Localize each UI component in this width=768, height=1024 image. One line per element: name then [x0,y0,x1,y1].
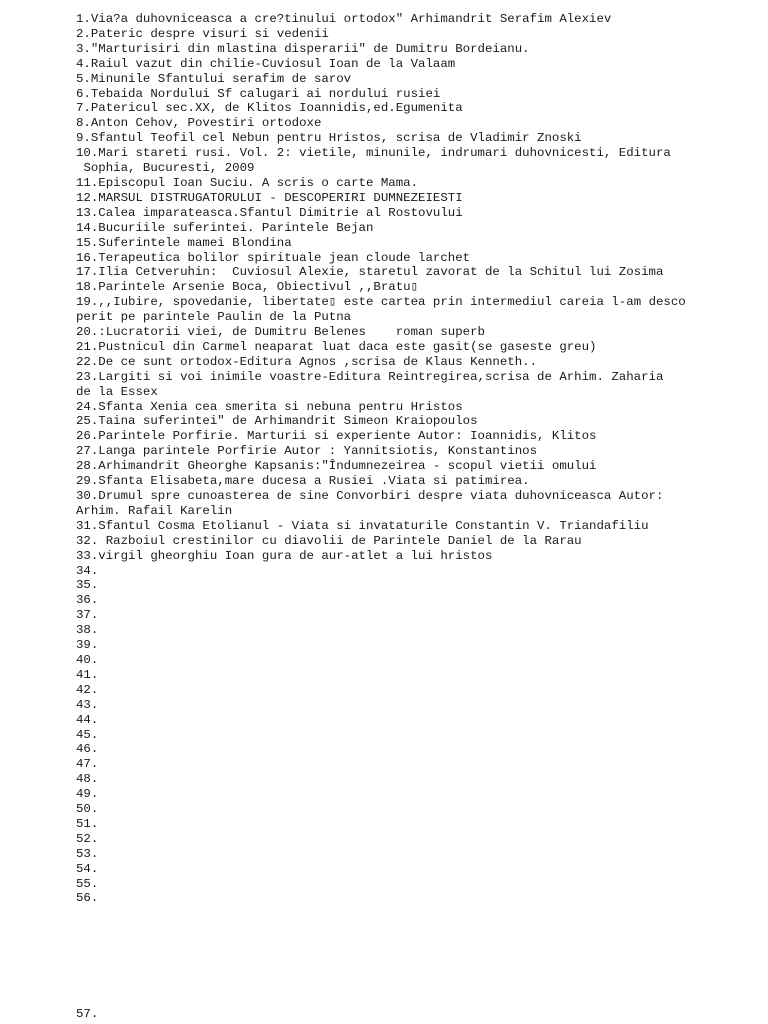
list-item: 13.Calea imparateasca.Sfantul Dimitrie al Rostovului [76,205,463,220]
list-item: 51. [76,816,99,831]
list-item: 8.Anton Cehov, Povestiri ortodoxe [76,116,322,131]
list-item: 42. [76,682,99,697]
list-item: 54. [76,861,99,876]
book-list [76,12,716,906]
list-item: 37. [76,608,99,623]
list-item: 32. Razboiul crestinilor cu diavolii de Parintele Daniel de la Rarau [76,533,582,548]
list-item: 25.Taina suferintei" de Arhimandrit Simeon Kraiopoulos [76,414,478,429]
list-item: 7.Patericul sec.XX, de Klitos Ioannidis,ed.Egumenita [76,101,463,116]
list-item: 41. [76,667,99,682]
list-item: Sophia, Bucuresti, 2009 [76,161,255,176]
list-item: de la Essex [76,384,158,399]
list-item: 29.Sfanta Elisabeta,mare ducesa a Rusiei .Viata si patimirea. [76,474,530,489]
list-item: 50. [76,802,99,817]
list-item: 34. [76,563,99,578]
list-item: 45. [76,727,99,742]
list-item: 55. [76,876,99,891]
list-item: 18.Parintele Arsenie Boca, Obiectivul ,,Bratu▯ [76,280,419,295]
list-item: 52. [76,831,99,846]
list-item: 53. [76,846,99,861]
list-item: 24.Sfanta Xenia cea smerita si nebuna pentru Hristos [76,399,463,414]
list-item: 10.Mari stareti rusi. Vol. 2: vietile, minunile, indrumari duhovnicesti, Editura [76,146,671,161]
list-item: 56. [76,891,99,906]
list-item: 46. [76,742,99,757]
list-item: 1.Via?a duhovniceasca a cre?tinului ortodox" Arhimandrit Serafim Alexiev [76,12,612,26]
list-item: 19.,,Iubire, spovedanie, libertate▯ este cartea prin intermediul careia l-am desco [76,295,686,310]
list-item: 5.Minunile Sfantului serafim de sarov [76,71,352,86]
list-item: 14.Bucuriile suferintei. Parintele Bejan [76,220,374,235]
list-item: 12.MARSUL DISTRUGATORULUI - DESCOPERIRI DUMNEZEIESTI [76,190,463,205]
list-item: 38. [76,623,99,638]
list-item: 26.Parintele Porfirie. Marturii si experiente Autor: Ioannidis, Klitos [76,429,597,444]
list-item: 2.Pateric despre visuri si vedenii [76,26,329,41]
list-item: 43. [76,697,99,712]
list-item-57: 57. [76,1007,99,1021]
list-item: 9.Sfantul Teofil cel Nebun pentru Hristos, scrisa de Vladimir Znoski [76,131,582,146]
list-item: 48. [76,772,99,787]
list-item: perit pe parintele Paulin de la Putna [76,310,352,325]
list-item: 28.Arhimandrit Gheorghe Kapsanis:"Îndumnezeirea - scopul vietii omului [76,459,597,474]
list-item: 22.De ce sunt ortodox-Editura Agnos ,scrisa de Klaus Kenneth.. [76,354,538,369]
list-item: 11.Episcopul Ioan Suciu. A scris o carte Mama. [76,175,419,190]
list-item: 35. [76,578,99,593]
list-item: 4.Raiul vazut din chilie-Cuviosul Ioan de la Valaam [76,56,456,71]
list-item: 44. [76,712,99,727]
list-item: 3."Marturisiri din mlastina disperarii" de Dumitru Bordeianu. [76,41,530,56]
list-item: 39. [76,638,99,653]
list-item: 49. [76,787,99,802]
list-item: 23.Largiti si voi inimile voastre-Editura Reintregirea,scrisa de Arhim. Zaharia [76,369,664,384]
list-item: 15.Suferintele mamei Blondina [76,235,292,250]
list-item: 27.Langa parintele Porfirie Autor : Yannitsiotis, Konstantinos [76,444,538,459]
list-item: 6.Tebaida Nordului Sf calugari ai nordului rusiei [76,86,441,101]
list-item: 20.:Lucratorii viei, de Dumitru Belenes roman superb [76,325,485,340]
list-item: 16.Terapeutica bolilor spirituale jean cloude larchet [76,250,471,265]
list-item: 40. [76,652,99,667]
list-item: 21.Pustnicul din Carmel neaparat luat daca este gasit(se gaseste greu) [76,339,597,354]
list-item: 30.Drumul spre cunoasterea de sine Convorbiri despre viata duhovniceasca Autor: [76,489,664,503]
list-item: 47. [76,757,99,772]
list-item: 36. [76,593,99,608]
list-item: Arhim. Rafail Karelin [76,503,233,518]
list-item: 33.virgil gheorghiu Ioan gura de aur-atlet a lui hristos [76,548,493,563]
list-item: 31.Sfantul Cosma Etolianul - Viata si invataturile Constantin V. Triandafiliu [76,518,649,533]
list-item: 17.Ilia Cetveruhin: Cuviosul Alexie, staretul zavorat de la Schitul lui Zosima [76,265,664,280]
